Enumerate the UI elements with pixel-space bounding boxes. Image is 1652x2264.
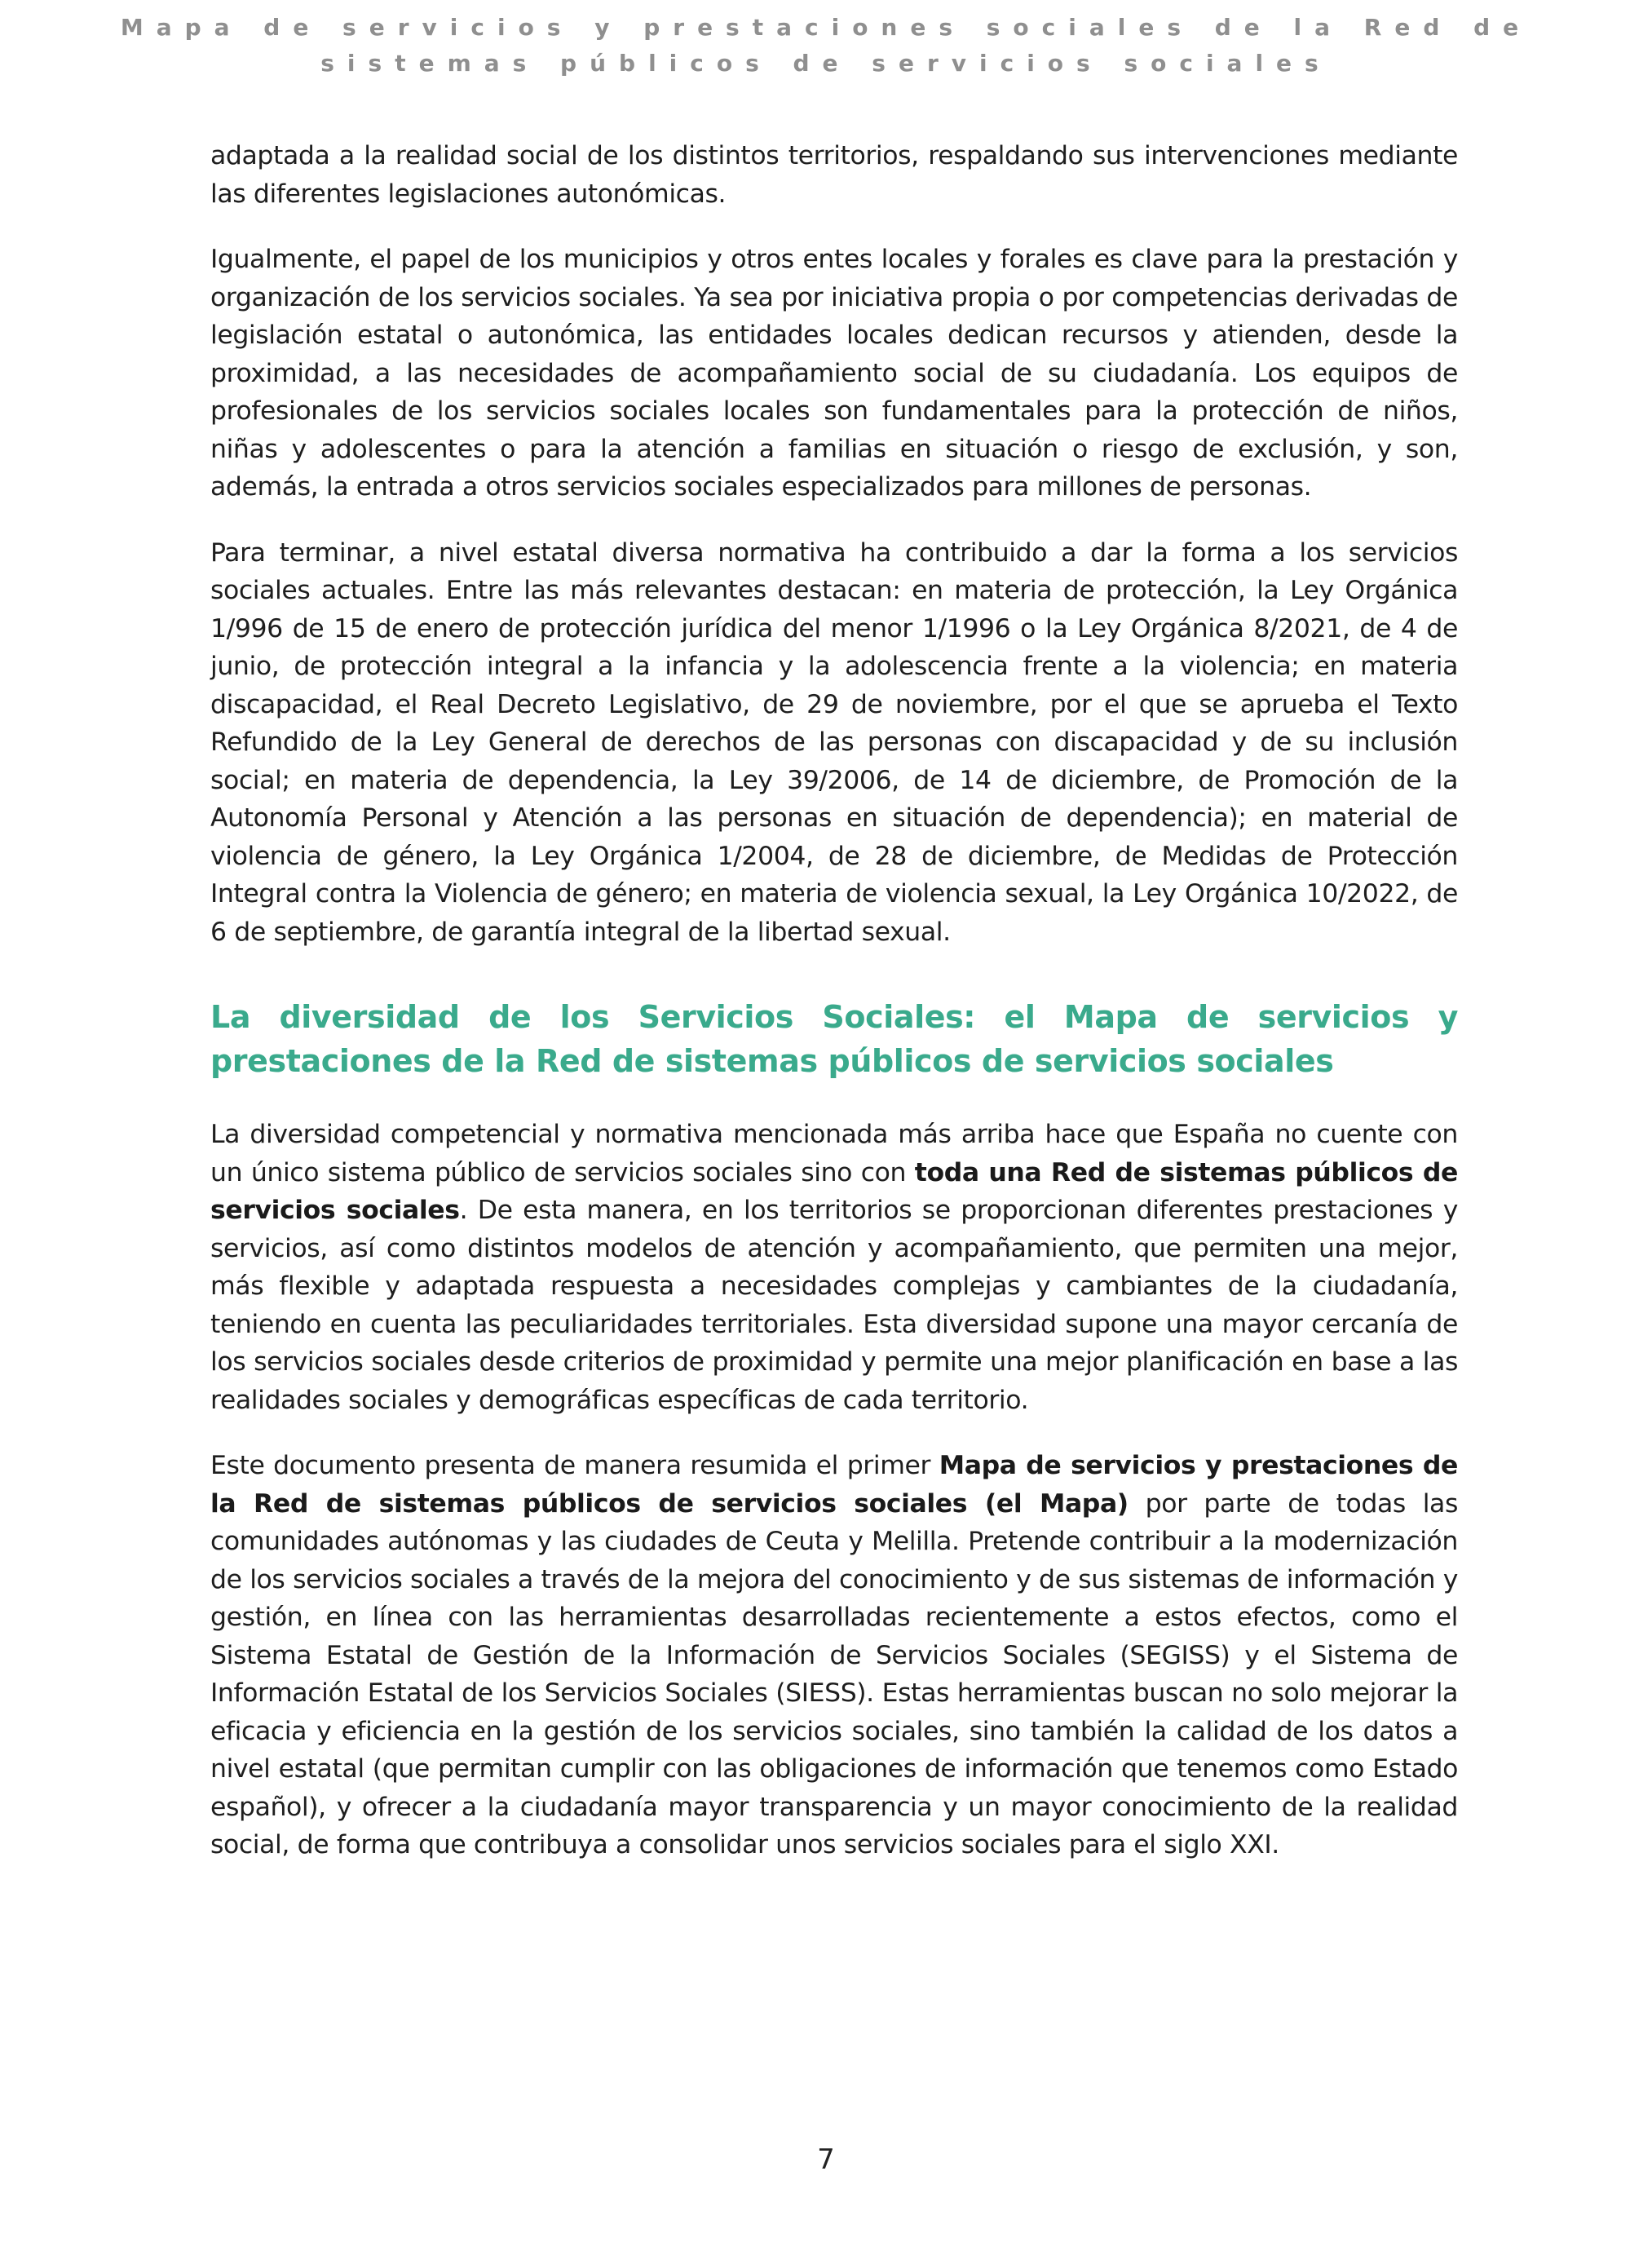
- paragraph-text: Este documento presenta de manera resumida el primer: [210, 1451, 939, 1480]
- paragraph-local-entities: Igualmente, el papel de los municipios y otros entes locales y forales es clave para la prestación y organización de los servicios sociales. Ya sea por iniciativa propia o por competencias derivadas de legislación estatal o autonómica, las entidades locales dedican recursos y atienden, desde la proximidad, a las necesidades de acompañamiento social de su ciudadanía. Los equipos de profesionales de los servicios sociales locales son fundamentales para la protección de niños, niñas y adolescentes o para la atención a familias en situación o riesgo de exclusión, y son, además, la entrada a otros servicios sociales especializados para millones de personas.: [210, 245, 1458, 502]
- paragraph-state-regulation: Para terminar, a nivel estatal diversa normativa ha contribuido a dar la forma a los servicios sociales actuales. Entre las más relevantes destacan: en materia de protección, la Ley Orgánica 1/996 de 15 de enero de protección jurídica del menor 1/1996 o la Ley Orgánica 8/2021, de 4 de junio, de protección integral a la infancia y la adolescencia frente a la violencia; en materia discapacidad, el Real Decreto Legislativo, de 29 de noviembre, por el que se aprueba el Texto Refundido de la Ley General de derechos de las personas con discapacidad y de su inclusión social; en materia de dependencia, la Ley 39/2006, de 14 de diciembre, de Promoción de la Autonomía Personal y Atención a las personas en situación de dependencia); en material de violencia de género, la Ley Orgánica 1/2004, de 28 de diciembre, de Medidas de Protección Integral contra la Violencia de género; en materia de violencia sexual, la Ley Orgánica 10/2022, de 6 de septiembre, de garantía integral de la libertad sexual.: [210, 537, 1458, 947]
- page-number: 7: [817, 2143, 835, 2176]
- section-heading: La diversidad de los Servicios Sociales: el Mapa de servicios y prestaciones de la Red de sistemas públicos de servicios sociales: [210, 999, 1458, 1079]
- bold-phrase-network: toda una Red de sistemas públicos de servicios sociales: [210, 1157, 1458, 1225]
- paragraph-map-document: [210, 1447, 1458, 1864]
- bold-phrase-map: Mapa de servicios y prestaciones de la Red de sistemas públicos de servicios sociales (el Mapa): [210, 1451, 1458, 1519]
- paragraph-text: por parte de todas las comunidades autónomas y las ciudades de Ceuta y Melilla. Pretende contribuir a la modernización de los servicios sociales a través de la mejora del conocimiento y de sus sistemas de información y gestión, en línea con las herramientas desarrolladas recientemente a estos efectos, como el Sistema Estatal de Gestión de la Información de Servicios Sociales (SEGISS) y el Sistema de Información Estatal de los Servicios Sociales (SIESS). Estas herramientas buscan no solo mejorar la eficacia y eficiencia en la gestión de los servicios sociales, sino también la calidad de los datos a nivel estatal (que permitan cumplir con las obligaciones de información que tenemos como Estado español), y ofrecer a la ciudadanía mayor transparencia y un mayor conocimiento de la realidad social, de forma que contribuya a consolidar unos servicios sociales para el siglo XXI.: [210, 1488, 1458, 1859]
- paragraph-network-diversity: [210, 1116, 1458, 1419]
- paragraph-text: . De esta manera, en los territorios se proporcionan diferentes prestaciones y servicios, así como distintos modelos de atención y acompañamiento, que permiten una mejor, más flexible y adaptada respuesta a necesidades complejas y cambiantes de la ciudadanía, teniendo en cuenta las peculiaridades territoriales. Esta diversidad supone una mayor cercanía de los servicios sociales desde criterios de proximidad y permite una mejor planificación en base a las realidades sociales y demográficas específicas de cada territorio.: [210, 1196, 1458, 1415]
- paragraph-text: La diversidad competencial y normativa mencionada más arriba hace que España no cuente con un único sistema público de servicios sociales sino con: [210, 1120, 1458, 1187]
- page-content: [210, 137, 1458, 1892]
- paragraph-regional-legislation: adaptada a la realidad social de los distintos territorios, respaldando sus intervenciones mediante las diferentes legislaciones autonómicas.: [210, 141, 1458, 209]
- running-header: Mapa de servicios y prestaciones sociales de la Red de sistemas públicos de servicios sociales: [120, 14, 1532, 77]
